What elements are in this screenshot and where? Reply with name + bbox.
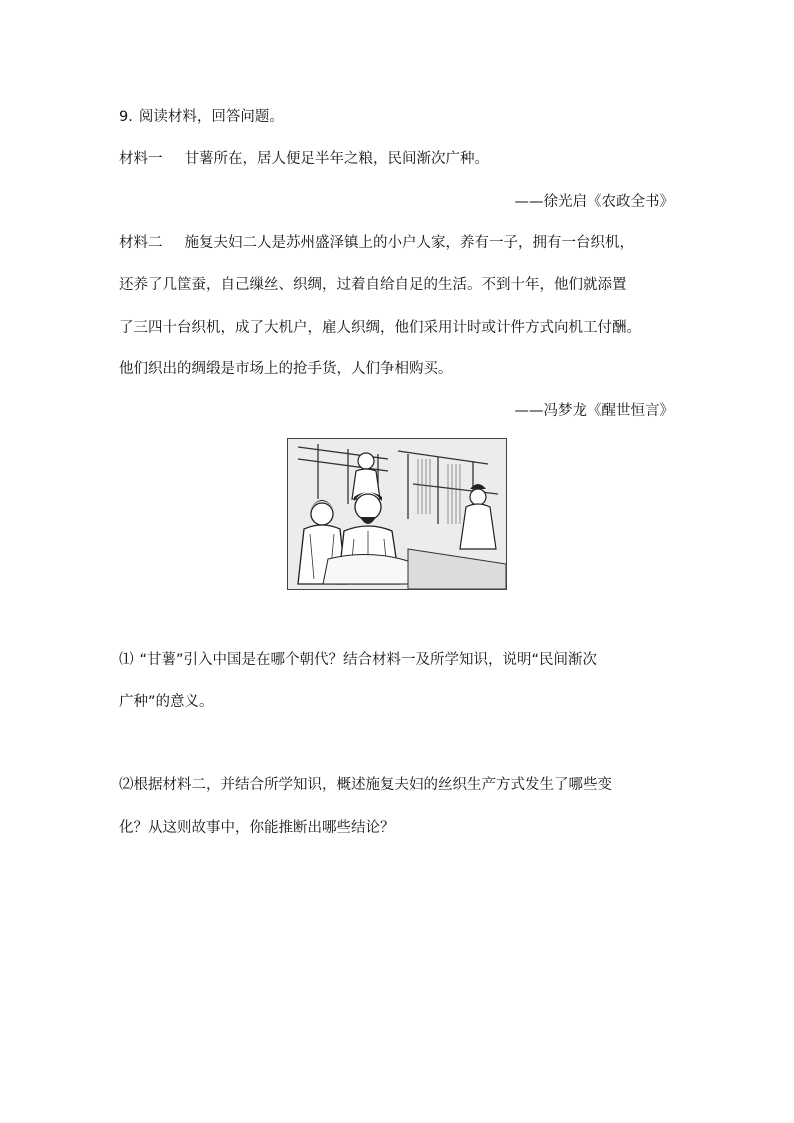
question-header xyxy=(119,107,284,127)
material2-source: ——冯梦龙《醒世恒言》 xyxy=(514,403,674,419)
weaving-scene-image xyxy=(288,439,506,589)
material1-text: 甘薯所在，居人便足半年之粮，民间渐次广种。 xyxy=(184,151,489,167)
material2-text-1: 施复夫妇二人是苏州盛泽镇上的小户人家，养有一子，拥有一台织机， xyxy=(184,235,634,251)
material1-label: 材料一 xyxy=(119,151,163,167)
material2-line-3: 了三四十台织机，成了大机户，雇人织绸，他们采用计时或计件方式向机工付酬。 xyxy=(119,320,641,336)
material2-line-1 xyxy=(119,233,634,253)
material2-label: 材料二 xyxy=(119,235,163,251)
sub-question-2-line-1 xyxy=(119,775,612,795)
sub-question-2-number: ⑵ xyxy=(119,777,134,793)
material1-source: ——徐光启《农政全书》 xyxy=(514,194,674,210)
material1-line xyxy=(119,149,489,169)
sub-question-2-text-1: 根据材料二，并结合所学知识，概述施复夫妇的丝织生产方式发生了哪些变 xyxy=(133,777,612,793)
material2-line-4: 他们织出的绸缎是市场上的抢手货，人们争相购买。 xyxy=(119,361,453,377)
question-prompt: 阅读材料，回答问题。 xyxy=(138,109,284,125)
sub-question-2-line-2: 化？从这则故事中，你能推断出哪些结论？ xyxy=(119,820,395,836)
sub-question-1-line-2: 广种”的意义。 xyxy=(119,694,214,710)
sub-question-1-number: ⑴ xyxy=(119,652,134,668)
sub-question-1-text-1: “甘薯”引入中国是在哪个朝代？结合材料一及所学知识，说明“民间渐次 xyxy=(139,652,598,668)
weaving-illustration xyxy=(287,438,507,590)
material2-line-2: 还养了几筐蚕，自己缫丝、织绸，过着自给自足的生活。不到十年，他们就添置 xyxy=(119,277,627,293)
question-number: 9. xyxy=(119,109,133,125)
sub-question-1-line-1 xyxy=(119,650,597,670)
